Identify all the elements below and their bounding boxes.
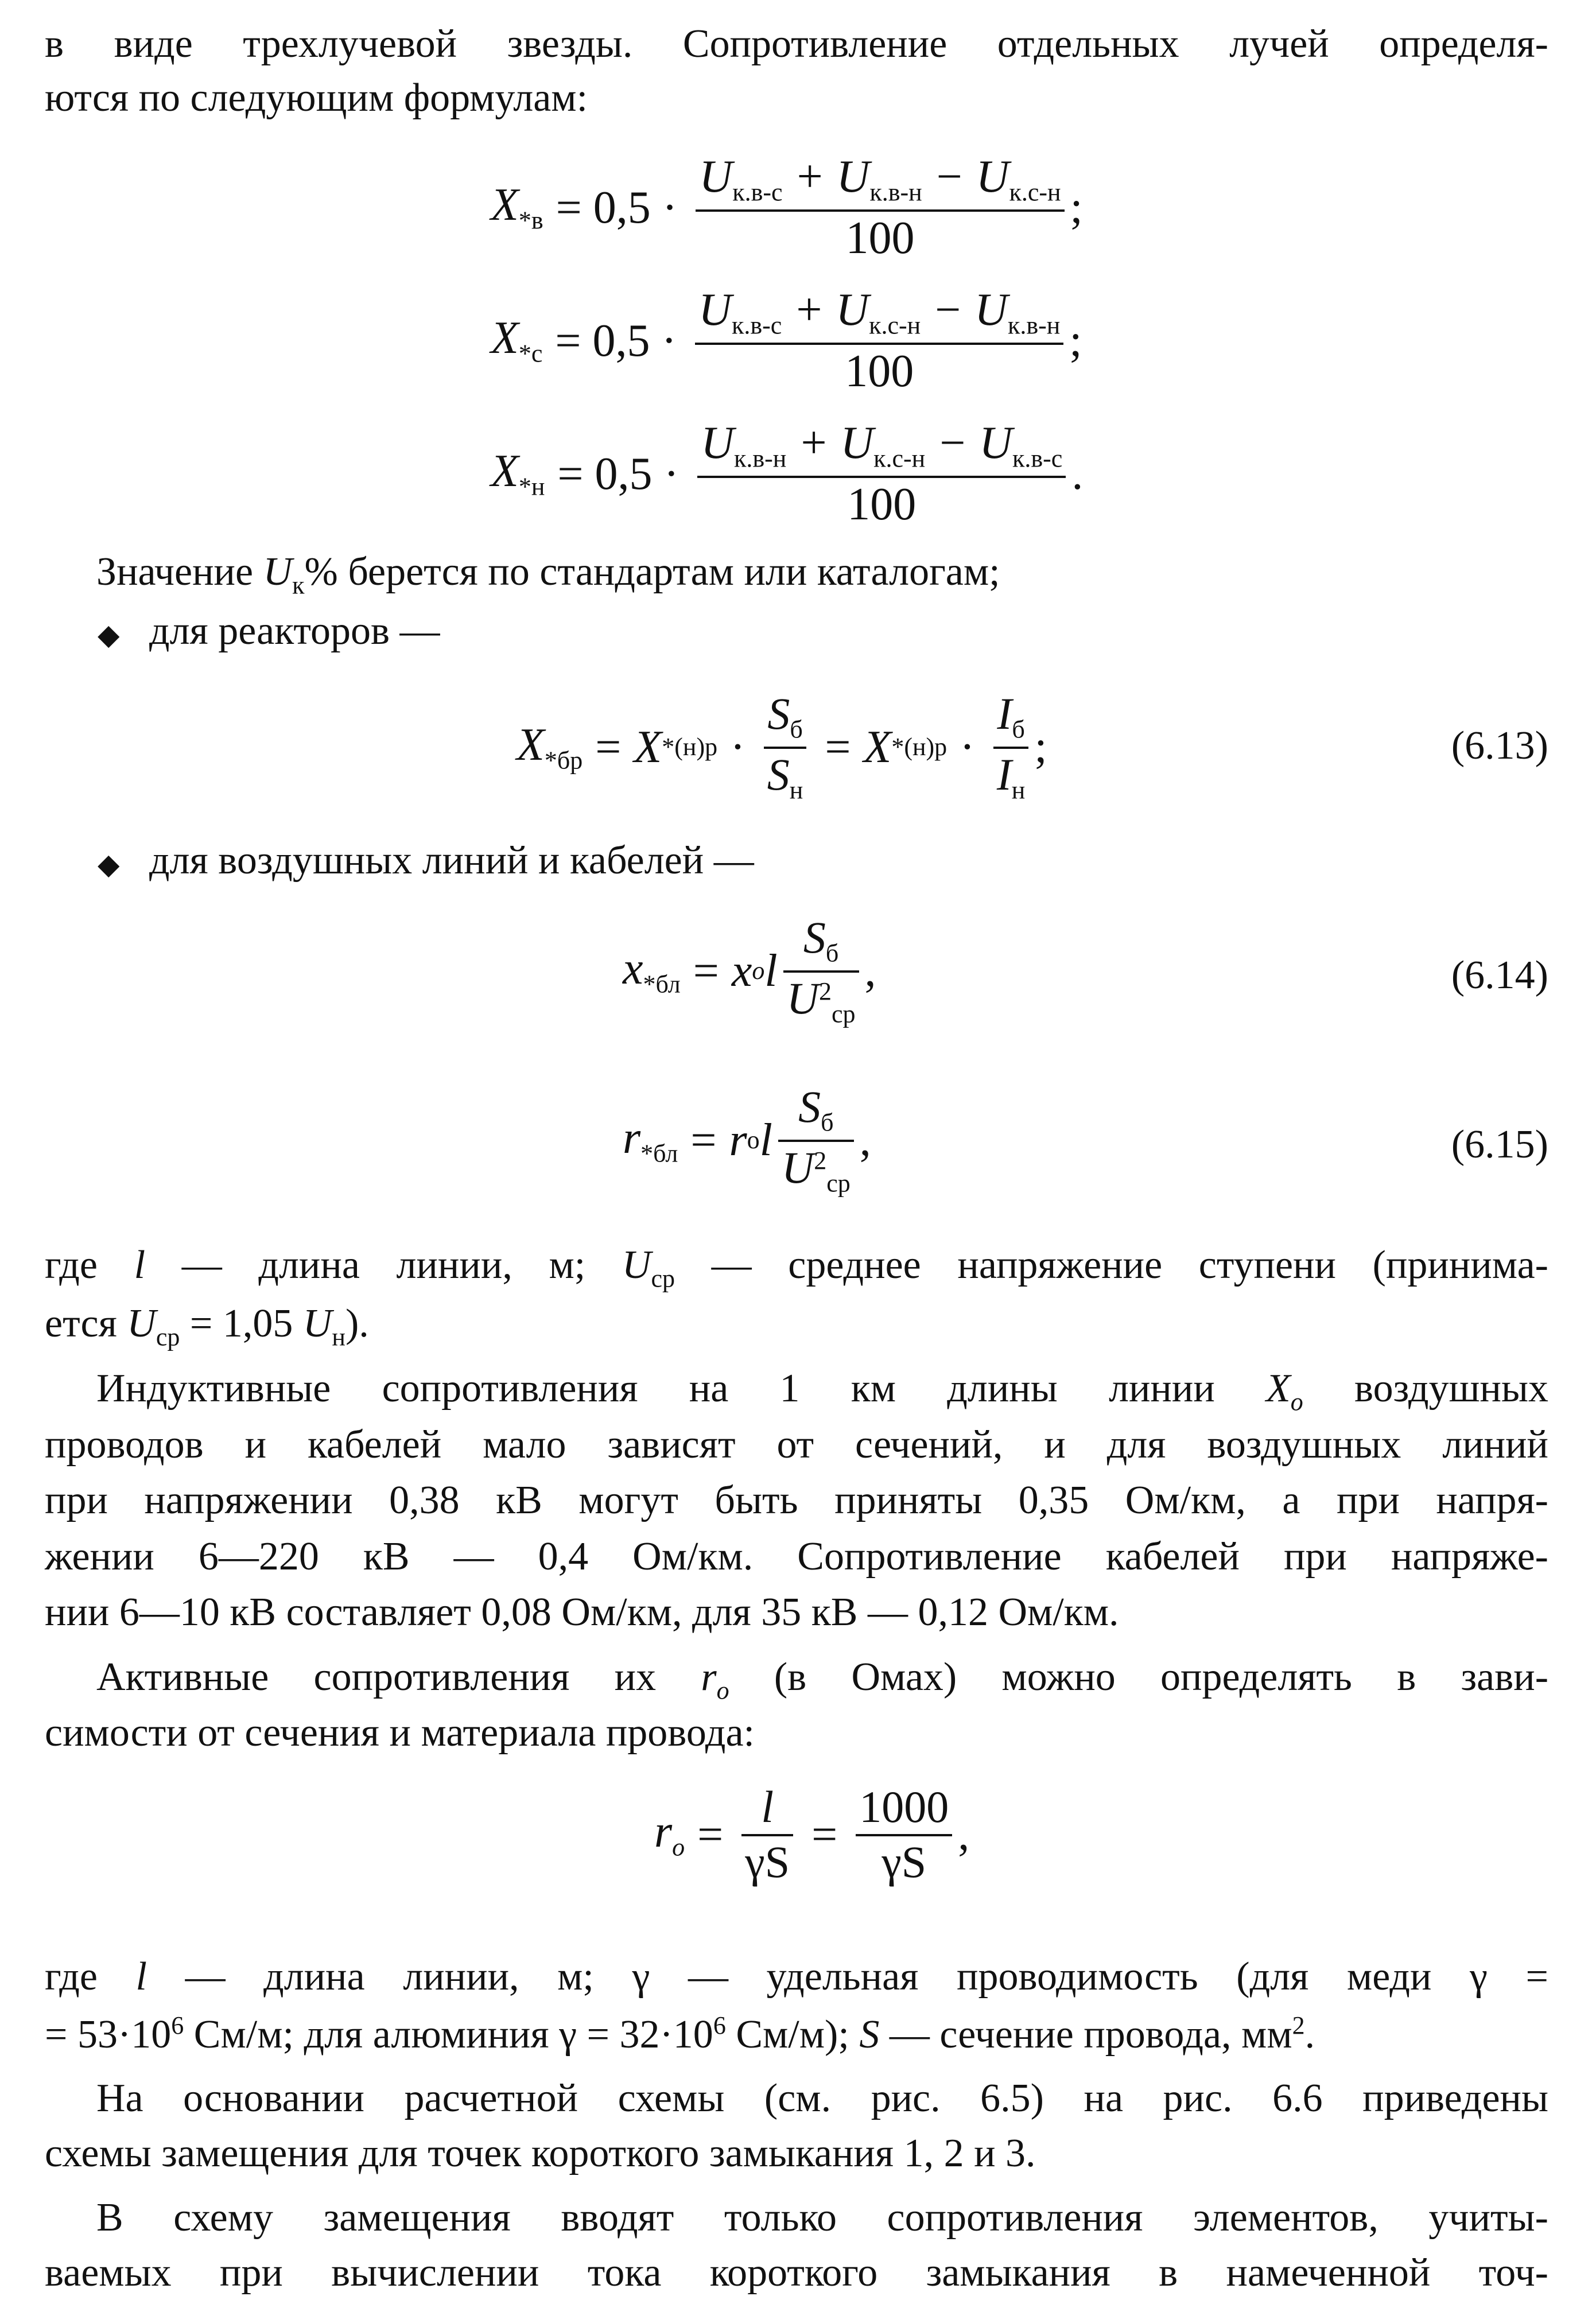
text-line: жении 6—220 кВ — 0,4 Ом/км. Сопротивление кабелей при напряже- xyxy=(45,1534,1548,1579)
equation-number: (6.15) xyxy=(1451,1122,1548,1167)
text-line: в виде трехлучевой звезды. Сопротивление отдельных лучей определя- xyxy=(45,22,1548,66)
formula-x-v xyxy=(491,151,1083,264)
formula-operator: = 0,5 · xyxy=(556,182,678,233)
text-line: ется $U_{ср} = 1,05$ $U_н$). xyxy=(45,1301,369,1351)
bullet-icon: ◆ xyxy=(98,848,120,880)
text-line: На основании расчетной схемы (см. рис. 6.5) на рис. 6.6 приведены xyxy=(96,2076,1548,2120)
text-line: при напряжении 0,38 кВ могут быть приняты 0,35 Ом/км, а при напря- xyxy=(45,1478,1548,1522)
bullet-item: ◆ для реакторов — xyxy=(98,609,440,653)
text-line: = $53\cdot 10^6$ См/м; для алюминия $\gamma = 32\cdot 10^6$ См/м); S — сечение провода, $мм^2$. xyxy=(45,2011,1315,2057)
formula-6-15: $r_{*бл}$ = r o l $\frac{S_б}{U^2_{ср}}$ , xyxy=(623,1082,871,1198)
equation-number: (6.13) xyxy=(1451,724,1548,768)
text-line: где l — длина линии, м; $U_{ср}$ — среднее напряжение ступени (принима- xyxy=(45,1243,1548,1293)
text-line: ваемых при вычислении тока короткого замыкания в намеченной точ- xyxy=(45,2251,1548,2295)
formula-lhs: $X_{*в}$ xyxy=(491,180,543,235)
formula-punct: ; xyxy=(1069,315,1082,366)
text-line: Активные сопротивления их $r_o$ (в Омах) можно определять в зави- xyxy=(96,1655,1549,1705)
text-line: где l — длина линии, м; γ — удельная проводимость (для меди γ = xyxy=(45,1955,1549,1999)
text-line: проводов и кабелей мало зависят от сечений, и для воздушных линий xyxy=(45,1423,1548,1467)
formula-6-14: $x_{*бл}$ = x o l $\frac{S_б}{U^2_{ср}}$ , xyxy=(623,912,876,1028)
text-line: схемы замещения для точек короткого замыкания 1, 2 и 3. xyxy=(45,2131,1036,2175)
bullet-icon: ◆ xyxy=(98,618,120,651)
formula-x-n xyxy=(491,418,1084,530)
text-line: Значение $U_к\%$ берется по стандартам или каталогам; xyxy=(96,550,1000,600)
equation-number: (6.14) xyxy=(1451,953,1548,997)
formula-punct: ; xyxy=(1070,182,1083,233)
text-line: нии 6—10 кВ составляет 0,08 Ом/км, для 35 кВ — 0,12 Ом/км. xyxy=(45,1590,1119,1634)
formula-operator: = 0,5 · xyxy=(557,448,679,499)
formula-6-13: $X_{*бр}$ = X *(н)р · $\frac{S_б}{S_н}$ = X *(н)р · $\frac{I_б}{I_н}$ ; xyxy=(517,689,1047,805)
formula-lhs: $X_{*с}$ xyxy=(491,313,543,368)
formula-fraction: $\frac{U_{к.в-с} + U_{к.с-н} - U_{к.в-н}}{100}$ xyxy=(695,287,1063,394)
bullet-item: ◆ для воздушных линий и кабелей — xyxy=(98,838,754,883)
text-line: В схему замещения вводят только сопротивления элементов, учиты- xyxy=(96,2196,1548,2240)
formula-lhs: $X_{*н}$ xyxy=(491,446,545,501)
formula-x-c xyxy=(491,285,1082,397)
formula-punct: . xyxy=(1071,448,1084,499)
formula-r-o: ro = $\frac{l}{\gamma S}$ = $\frac{1000}{\gamma S}$ , xyxy=(654,1782,970,1887)
formula-fraction: $\frac{U_{к.в-с} + U_{к.в-н} - U_{к.с-н}}{100}$ xyxy=(696,154,1064,261)
formula-fraction: $\frac{U_{к.в-н} + U_{к.с-н} - U_{к.в-с}}{100}$ xyxy=(697,420,1066,527)
formula-operator: = 0,5 · xyxy=(555,315,677,366)
text-line: симости от сечения и материала провода: xyxy=(45,1711,755,1755)
text-line: ются по следующим формулам: xyxy=(45,76,588,120)
text-line: Индуктивные сопротивления на 1 км длины линии $X_o$ воздушных xyxy=(96,1366,1548,1416)
